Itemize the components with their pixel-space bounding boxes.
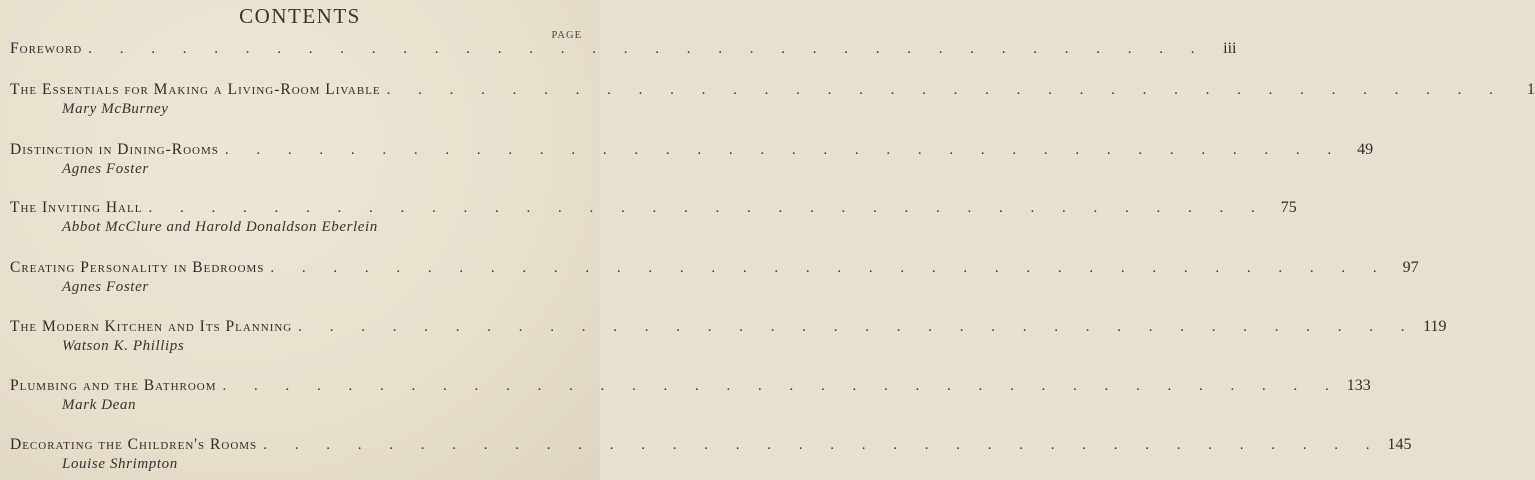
toc-entry-title: Plumbing and the Bathroom — [10, 377, 217, 394]
toc-page-number: 145 — [1387, 436, 1412, 453]
toc-entry-author: Mary McBurney — [62, 101, 169, 117]
toc-entry-author: Louise Shrimpton — [62, 456, 178, 472]
toc-entry-bathroom — [10, 377, 1371, 414]
page-title: CONTENTS — [239, 4, 361, 28]
toc-title-row — [10, 141, 1374, 159]
dot-leader: . . . . . . . . . . . . . . . . . . . . . . . . . . . . . . . . . . . . — [222, 378, 1341, 394]
toc-page-number: 97 — [1402, 259, 1419, 276]
toc-entry-title: The Essentials for Making a Living-Room Livable — [10, 81, 381, 98]
toc-entry-title: The Inviting Hall — [10, 199, 143, 216]
toc-title-row — [10, 436, 1412, 454]
toc-entry-living-room — [10, 81, 1535, 118]
toc-entry-title: Decorating the Children's Rooms — [10, 436, 258, 453]
dot-leader: . . . . . . . . . . . . . . . . . . . . . . . . . . . . . . . . . . . . — [148, 200, 1267, 216]
toc-title-row — [10, 199, 1297, 217]
toc-entry-hall — [10, 199, 1297, 236]
toc-page-number: 1 — [1526, 81, 1535, 98]
toc-entry-bedrooms — [10, 259, 1419, 296]
toc-entry-author: Mark Dean — [62, 397, 137, 413]
page-column-label: PAGE — [551, 30, 582, 41]
toc-entry-author: Agnes Foster — [62, 279, 149, 295]
toc-page-number: 75 — [1280, 199, 1297, 216]
toc-title-row — [10, 81, 1535, 99]
toc-entry-author: Watson K. Phillips — [62, 338, 185, 354]
toc-entry-title: The Modern Kitchen and Its Planning — [10, 318, 293, 335]
dot-leader: . . . . . . . . . . . . . . . . . . . . . . . . . . . . . . . . . . . . — [298, 319, 1417, 335]
toc-page-number: 119 — [1423, 318, 1447, 335]
toc-page-number: iii — [1223, 40, 1237, 57]
dot-leader: . . . . . . . . . . . . . . . . . . . . . . . . . . . . . . . . . . . . — [263, 437, 1382, 453]
toc-title-row — [10, 40, 1237, 58]
toc-title-row — [10, 259, 1419, 277]
toc-entry-kitchen — [10, 318, 1447, 355]
toc-entry-author: Abbot McClure and Harold Donaldson Eberlein — [62, 219, 378, 235]
toc-entry-title: Creating Personality in Bedrooms — [10, 259, 265, 276]
toc-entry-dining-rooms — [10, 141, 1374, 178]
toc-entry-foreword — [10, 40, 1237, 58]
toc-title-row — [10, 377, 1371, 395]
toc-entry-childrens-rooms — [10, 436, 1412, 473]
dot-leader: . . . . . . . . . . . . . . . . . . . . . . . . . . . . . . . . . . . . — [386, 82, 1505, 98]
dot-leader: . . . . . . . . . . . . . . . . . . . . . . . . . . . . . . . . . . . . — [88, 41, 1207, 57]
toc-page-number: 133 — [1346, 377, 1371, 394]
toc-title-row — [10, 318, 1447, 336]
toc-page-number: 49 — [1357, 141, 1374, 158]
dot-leader: . . . . . . . . . . . . . . . . . . . . . . . . . . . . . . . . . . . . — [224, 142, 1344, 158]
toc-entry-title: Distinction in Dining-Rooms — [10, 141, 219, 158]
toc-entry-author: Agnes Foster — [62, 161, 149, 177]
toc-entry-title: Foreword — [10, 40, 83, 57]
dot-leader: . . . . . . . . . . . . . . . . . . . . . . . . . . . . . . . . . . . . — [270, 260, 1389, 276]
